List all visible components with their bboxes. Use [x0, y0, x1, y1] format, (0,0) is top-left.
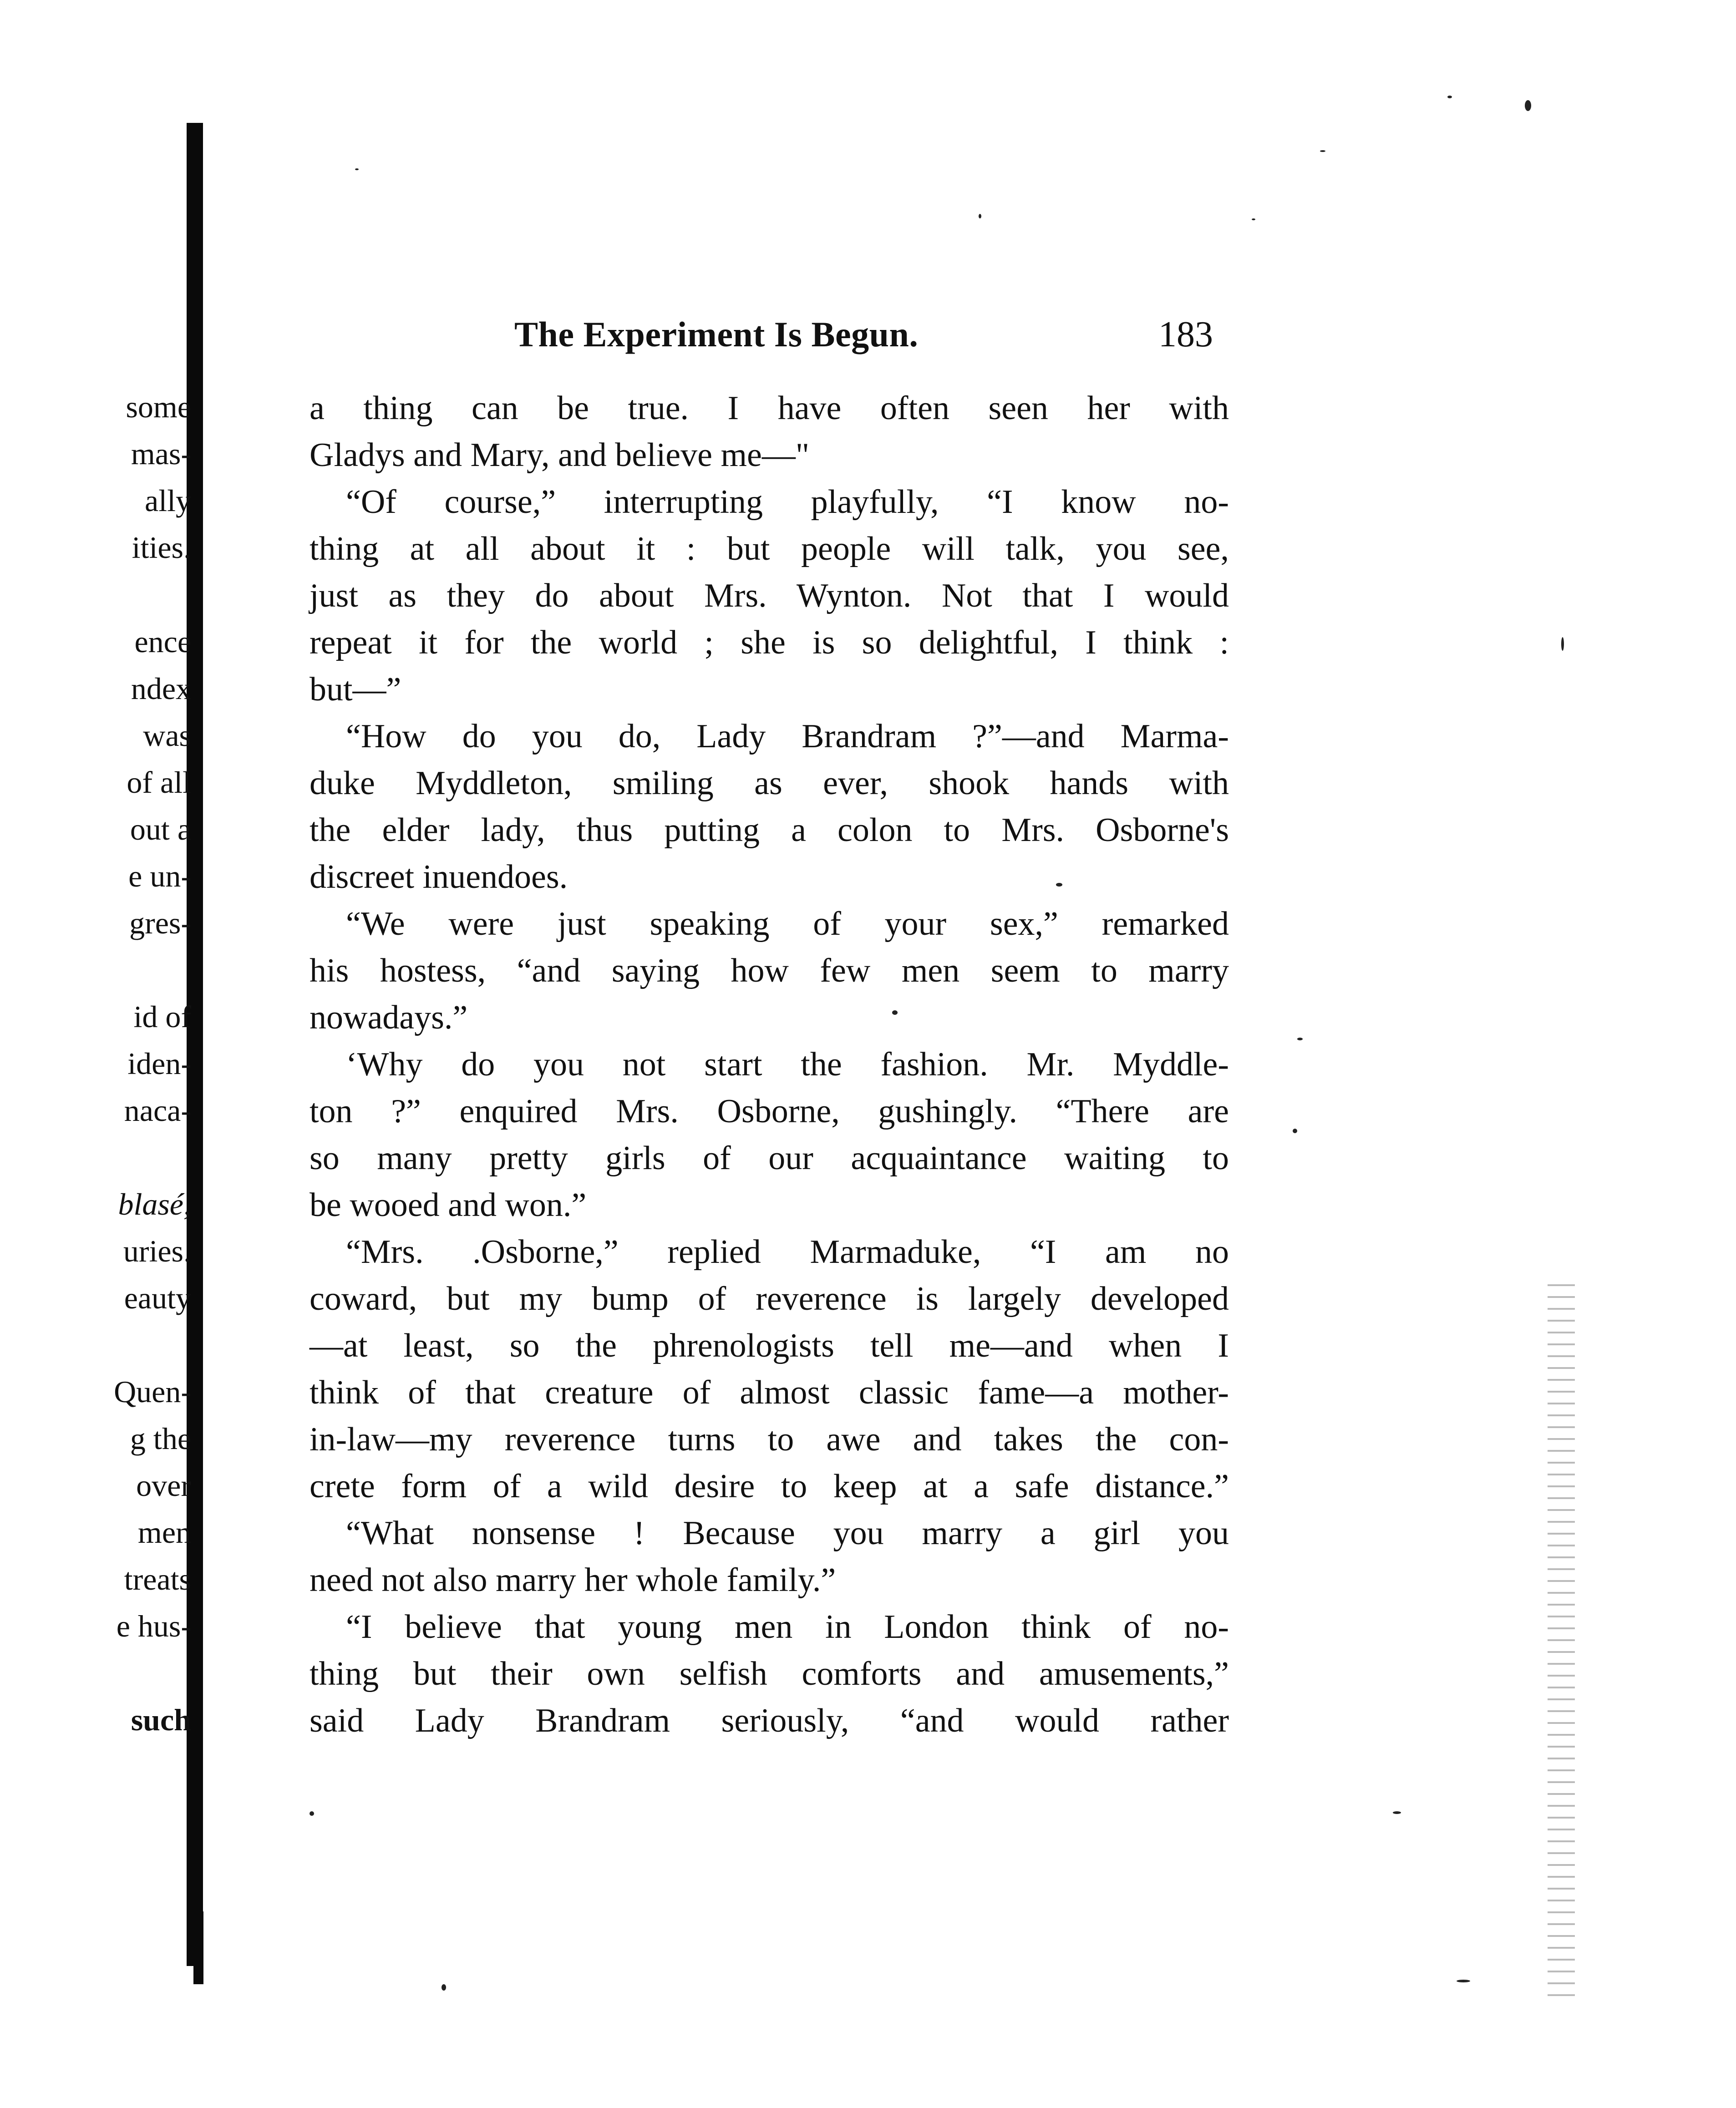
fragment-line: Quen- — [114, 1374, 191, 1409]
scan-speck — [979, 214, 981, 218]
body-line: ton ?” enquired Mrs. Osborne, gushingly. “There are — [310, 1093, 1229, 1130]
body-line: said Lady Brandram seriously, “and would rather — [310, 1702, 1229, 1739]
fragment-line: e un- — [128, 859, 191, 893]
body-line: nowadays.” — [310, 999, 468, 1036]
scan-speck — [1252, 218, 1255, 220]
running-title: The Experiment Is Begun. — [514, 314, 919, 354]
fragment-line: ence — [134, 624, 191, 659]
scan-speck — [1320, 150, 1325, 152]
scan-speck — [1297, 1038, 1303, 1040]
fragment-line: e hus- — [116, 1609, 191, 1643]
body-line: be wooed and won.” — [310, 1186, 587, 1224]
body-line: so many pretty girls of our acquaintance waiting to — [310, 1140, 1229, 1177]
body-line: “I believe that young men in London think of no- — [346, 1608, 1229, 1646]
fragment-line: id of — [133, 999, 191, 1034]
scan-speck — [1525, 100, 1531, 111]
fragment-line: such — [131, 1703, 191, 1737]
fragment-line: out a — [130, 812, 191, 846]
scan-speck — [1056, 883, 1062, 887]
fragment-line: ities. — [132, 530, 191, 565]
body-line: “Mrs. .Osborne,” replied Marmaduke, “I am no — [346, 1233, 1229, 1271]
scan-speck — [1293, 1129, 1297, 1133]
body-line: the elder lady, thus putting a colon to Mrs. Osborne's — [310, 811, 1229, 849]
scan-speck — [1561, 637, 1564, 651]
body-line: thing at all about it : but people will talk, you see, — [310, 530, 1229, 568]
fragment-line: g the — [130, 1421, 191, 1456]
body-line: duke Myddleton, smiling as ever, shook hands with — [310, 765, 1229, 802]
scan-speck — [310, 1811, 314, 1816]
fragment-line: iden- — [127, 1046, 191, 1081]
body-line: his hostess, “and saying how few men seem to marry — [310, 952, 1229, 989]
right-edge-scan-noise — [1548, 1274, 1575, 2002]
body-line: repeat it for the world ; she is so delightful, I think : — [310, 624, 1229, 661]
body-line: “What nonsense ! Because you marry a girl you — [346, 1515, 1229, 1552]
body-line: a thing can be true. I have often seen her with — [310, 390, 1229, 427]
body-line: “Of course,” interrupting playfully, “I know no- — [346, 483, 1229, 521]
body-line: “We were just speaking of your sex,” remarked — [346, 905, 1229, 943]
fragment-line: ally — [145, 483, 191, 518]
page-number: 183 — [1158, 314, 1213, 355]
body-line: crete form of a wild desire to keep at a safe distance.” — [310, 1468, 1229, 1505]
fragment-line: treats — [124, 1562, 191, 1596]
body-line: ‘Why do you not start the fashion. Mr. Myddle- — [346, 1046, 1229, 1083]
fragment-line: naca- — [124, 1093, 191, 1128]
fragment-line: gres- — [129, 906, 191, 940]
body-line: thing but their own selfish comforts and amusements,” — [310, 1655, 1229, 1692]
fragment-line: eauty — [124, 1281, 191, 1315]
body-line: think of that creature of almost classic fame—a mother- — [310, 1374, 1229, 1411]
fragment-line: over — [136, 1468, 191, 1503]
fragment-line: ndex — [131, 671, 191, 706]
body-line: coward, but my bump of reverence is largely developed — [310, 1280, 1229, 1318]
fragment-line: blasé, — [118, 1187, 191, 1221]
fragment-line: uries. — [123, 1234, 191, 1268]
fragment-line: of all — [127, 765, 191, 800]
scan-speck — [442, 1984, 446, 1991]
scan-speck — [1457, 1980, 1470, 1982]
body-line: just as they do about Mrs. Wynton. Not that I would — [310, 577, 1229, 614]
scan-speck — [1447, 96, 1452, 98]
fragment-line: some — [126, 390, 191, 424]
body-line: “How do you do, Lady Brandram ?”—and Marma- — [346, 718, 1229, 755]
body-line: —at least, so the phrenologists tell me—and when I — [310, 1327, 1229, 1364]
body-line: discreet inuendoes. — [310, 858, 568, 896]
page-gutter-tail — [193, 1911, 203, 1984]
body-line: Gladys and Mary, and believe me—" — [310, 436, 810, 474]
scan-speck — [892, 1010, 898, 1015]
scan-speck — [1393, 1811, 1401, 1814]
body-line: in-law—my reverence turns to awe and takes the con- — [310, 1421, 1229, 1458]
fragment-line: was — [143, 718, 191, 753]
body-line: but—” — [310, 671, 401, 708]
fragment-line: men — [137, 1515, 191, 1550]
scan-speck — [355, 168, 359, 170]
body-line: need not also marry her whole family.” — [310, 1561, 836, 1599]
fragment-line: mas- — [131, 436, 191, 471]
